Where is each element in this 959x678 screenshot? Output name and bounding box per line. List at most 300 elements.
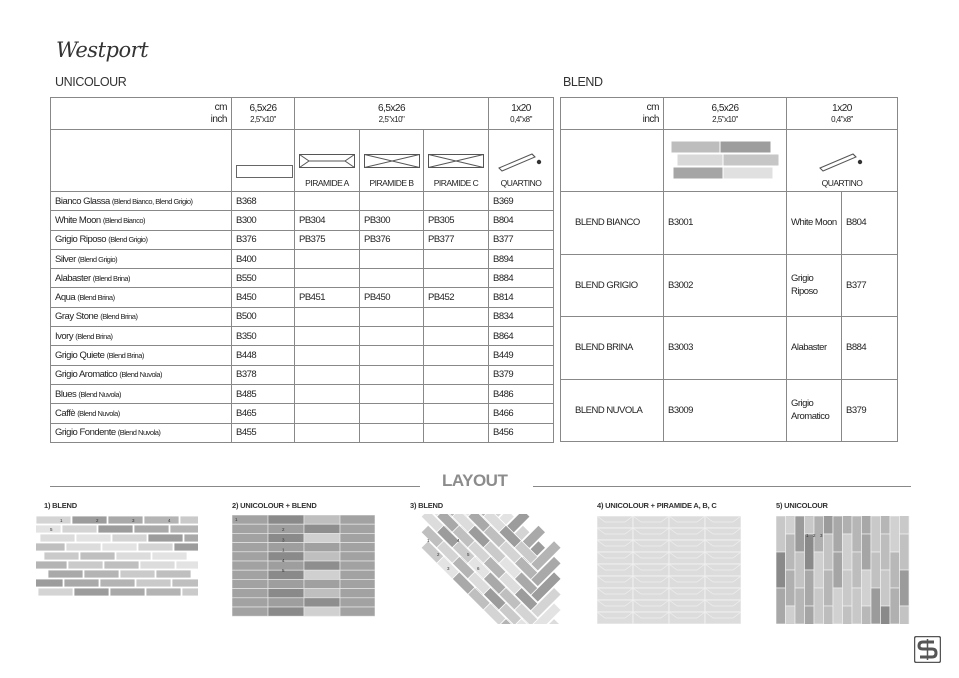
layout-1-tile: [38, 588, 73, 596]
shape-empty-cell: [51, 130, 232, 192]
layout-2-tile: [304, 607, 340, 616]
code-pa: [295, 192, 360, 211]
layout-2-tile: [340, 524, 375, 533]
layout-3-marker: 2: [437, 552, 440, 557]
layout-2-tile: [340, 579, 375, 588]
layout-1-tile: [64, 579, 99, 587]
layout-4-piramide-pattern: [597, 516, 741, 624]
code-b: B350: [232, 327, 295, 346]
blend-quartino-code: B377: [842, 254, 898, 317]
code-pb: [360, 365, 424, 384]
code-b: B448: [232, 346, 295, 365]
layout-divider-right: [533, 486, 911, 487]
layout-label-3: 3) BLEND: [410, 501, 443, 510]
layout-2-tile: [268, 570, 304, 579]
layout-1-tile: [72, 516, 107, 524]
layout-5-marker: 2: [813, 533, 816, 538]
product-name: White Moon (Blend Bianco): [51, 211, 232, 230]
layout-2-marker: 3: [282, 537, 285, 543]
layout-5-tile: [814, 588, 824, 624]
code-pb: [360, 384, 424, 403]
code-pa: [295, 365, 360, 384]
layout-2-tile: [232, 552, 268, 561]
code-pc: [424, 346, 489, 365]
layout-5-tile: [824, 516, 834, 534]
code-pc: [424, 384, 489, 403]
layout-1-marker: 1: [60, 518, 63, 523]
layout-2-tile: [268, 579, 304, 588]
layout-1-tile: [172, 579, 198, 587]
blend-row: [561, 254, 898, 317]
product-name: Grigio Quiete (Blend Brina): [51, 346, 232, 365]
unicolour-row: [51, 211, 554, 230]
layout-1-tile: [80, 552, 115, 560]
layout-2-tile: [232, 598, 268, 607]
layout-5-tile: [824, 534, 834, 570]
piramide-b-cell: PIRAMIDE B: [360, 130, 424, 192]
blend-tiles-icon: [671, 140, 779, 182]
unicolour-shape-row: [51, 130, 554, 192]
code-pc: [424, 269, 489, 288]
layout-1-tile: [174, 543, 198, 551]
layout-2-tile: [340, 607, 375, 616]
code-b: B400: [232, 249, 295, 268]
code-q: B894: [489, 249, 554, 268]
layout-2-tile: [232, 524, 268, 533]
layout-5-tile: [890, 516, 900, 552]
layout-1-tile: [104, 561, 139, 569]
layout-5-tile: [890, 552, 900, 588]
blend-quartino-code: B804: [842, 192, 898, 255]
layout-1-tile: [102, 543, 137, 551]
layout-5-tile: [843, 534, 853, 570]
layout-1-tile: [100, 579, 135, 587]
blend-header-row: [561, 98, 898, 130]
layout-2-marker: 1: [282, 547, 285, 553]
code-pb: PB300: [360, 211, 424, 230]
blend-code: B3009: [664, 379, 787, 442]
blend-quartino-name: Grigio Aromatico: [787, 379, 842, 442]
size1-header: 6,5x26 2,5"x10": [232, 98, 295, 130]
code-b: B500: [232, 307, 295, 326]
layout-1-tile: [66, 543, 101, 551]
piramide-c-icon: [428, 154, 484, 168]
product-name: Silver (Blend Grigio): [51, 249, 232, 268]
layout-5-tile: [833, 516, 843, 552]
unicolour-row: [51, 307, 554, 326]
layout-2-pattern: [232, 515, 375, 617]
blend-shape-empty: [561, 130, 664, 192]
code-pc: [424, 404, 489, 423]
layout-1-tile: [176, 561, 198, 569]
layout-1-marker: 5: [50, 527, 53, 532]
layout-5-tile: [833, 588, 843, 624]
layout-2-tile: [268, 515, 304, 524]
layout-5-tile: [890, 588, 900, 624]
code-pb: [360, 249, 424, 268]
layout-3-marker: 3: [447, 566, 450, 571]
code-pb: PB450: [360, 288, 424, 307]
unicolour-row: [51, 288, 554, 307]
blend-size2-header: 1x20 0,4"x8": [787, 98, 898, 130]
layout-5-tile: [871, 516, 881, 552]
layout-5-tile: [852, 588, 862, 624]
unicolour-row: [51, 384, 554, 403]
piramide-a-icon: [299, 154, 355, 168]
code-q: B449: [489, 346, 554, 365]
code-q: B377: [489, 230, 554, 249]
unit-header: cm inch: [51, 98, 232, 130]
layout-5-tile: [805, 606, 815, 624]
blend-quartino-name: Alabaster: [787, 317, 842, 380]
quartino-icon: [496, 148, 546, 174]
layout-2-tile: [304, 543, 340, 552]
layout-5-tile: [900, 534, 910, 570]
blend-unit-header: cm inch: [561, 98, 664, 130]
code-pa: [295, 327, 360, 346]
product-name: Grigio Fondente (Blend Nuvola): [51, 423, 232, 442]
layout-5-tile: [862, 534, 872, 570]
layout-2-tile: [232, 589, 268, 598]
layout-label-2: 2) UNICOLOUR + BLEND: [232, 501, 317, 510]
layout-1-tile: [134, 525, 169, 533]
layout-5-tile: [776, 516, 786, 552]
blend-row: [561, 317, 898, 380]
layout-5-tile: [843, 570, 853, 606]
layout-2-marker: 5: [282, 568, 285, 573]
code-b: B485: [232, 384, 295, 403]
layout-5-tile: [824, 606, 834, 624]
blend-quartino-name: Grigio Riposo: [787, 254, 842, 317]
code-pa: [295, 249, 360, 268]
layout-1-tile: [152, 552, 187, 560]
layout-5-tile: [862, 570, 872, 606]
layout-2-tile: [304, 579, 340, 588]
piramide-c-cell: PIRAMIDE C: [424, 130, 489, 192]
code-b: B376: [232, 230, 295, 249]
layout-1-tile: [68, 561, 103, 569]
layout-5-tile: [881, 606, 891, 624]
layout-5-tile: [805, 534, 815, 570]
code-b: B455: [232, 423, 295, 442]
code-pb: [360, 327, 424, 346]
unicolour-row: [51, 365, 554, 384]
layout-5-tile: [881, 516, 891, 534]
layout-5-vertical-pattern: [776, 516, 910, 624]
layout-1-tile: [84, 570, 119, 578]
layout-5-marker: 3: [820, 533, 823, 538]
layout-label-4: 4) UNICOLOUR + PIRAMIDE A, B, C: [597, 501, 717, 510]
code-b: B368: [232, 192, 295, 211]
layout-2-tile: [304, 570, 340, 579]
layout-2-tile: [304, 552, 340, 561]
layout-5-tile: [900, 516, 910, 534]
layout-2-tile: [340, 515, 375, 524]
blend-quartino-name: White Moon: [787, 192, 842, 255]
layout-1-tile: [120, 570, 155, 578]
code-pa: [295, 384, 360, 403]
code-q: B379: [489, 365, 554, 384]
unicolour-row: [51, 249, 554, 268]
quartino-cell: QUARTINO: [489, 130, 554, 192]
layout-2-tile: [232, 561, 268, 570]
code-pa: [295, 423, 360, 442]
layout-5-tile: [843, 606, 853, 624]
blend-quartino-cell: QUARTINO: [787, 130, 898, 192]
product-name: Grigio Aromatico (Blend Nuvola): [51, 365, 232, 384]
blend-name: BLEND BIANCO: [561, 192, 664, 255]
blend-table: [560, 97, 898, 442]
blend-name: BLEND GRIGIO: [561, 254, 664, 317]
rect-shape-cell: [232, 130, 295, 192]
layout-2-tile: [340, 589, 375, 598]
layout-2-tile: [268, 543, 304, 552]
layout-1-tile: [48, 570, 83, 578]
code-pa: [295, 346, 360, 365]
layout-5-tile: [786, 534, 796, 570]
blend-row: [561, 379, 898, 442]
code-pc: [424, 192, 489, 211]
blend-quartino-code: B379: [842, 379, 898, 442]
layout-1-tile: [98, 525, 133, 533]
code-pc: PB305: [424, 211, 489, 230]
layout-5-tile: [871, 588, 881, 624]
layout-2-tile: [304, 598, 340, 607]
layout-2-tile: [304, 524, 340, 533]
unicolour-row: [51, 404, 554, 423]
unicolour-row: [51, 269, 554, 288]
layout-2-tile: [340, 552, 375, 561]
unicolour-header-row: [51, 98, 554, 130]
layout-3-marker: 4: [457, 538, 460, 543]
layout-5-tile: [862, 606, 872, 624]
layout-1-tile: [146, 588, 181, 596]
code-pc: [424, 423, 489, 442]
layout-5-tile: [843, 516, 853, 534]
code-pb: [360, 192, 424, 211]
layout-3-marker: 1: [427, 538, 430, 543]
layout-2-marker: 2: [282, 527, 285, 533]
code-pc: [424, 327, 489, 346]
layout-1-tile: [110, 588, 145, 596]
layout-2-tile: [304, 515, 340, 524]
layout-1-tile: [184, 534, 198, 542]
layout-1-tile: [40, 534, 75, 542]
layout-1-tile: [74, 588, 109, 596]
unicolour-table: [50, 97, 554, 443]
layout-2-tile: [268, 533, 304, 542]
product-name: Gray Stone (Blend Brina): [51, 307, 232, 326]
layout-2-tile: [268, 561, 304, 570]
unicolour-row: [51, 346, 554, 365]
product-name: Blues (Blend Nuvola): [51, 384, 232, 403]
layout-2-tile: [268, 524, 304, 533]
layout-divider-left: [50, 486, 420, 487]
layout-1-tile: [170, 525, 198, 533]
code-pa: PB375: [295, 230, 360, 249]
layout-label-1: 1) BLEND: [44, 501, 77, 510]
layout-5-tile: [824, 570, 834, 606]
layout-5-tile: [852, 552, 862, 588]
code-pc: [424, 249, 489, 268]
brand-logo: Westport: [56, 38, 149, 62]
layout-2-tile: [268, 589, 304, 598]
blend-code: B3001: [664, 192, 787, 255]
code-b: B550: [232, 269, 295, 288]
code-pc: [424, 307, 489, 326]
unicolour-row: [51, 230, 554, 249]
layout-1-tile: [112, 534, 147, 542]
layout-5-tile: [852, 516, 862, 552]
code-pc: [424, 365, 489, 384]
blend-tile-swatch-cell: [664, 130, 787, 192]
layout-2-tile: [340, 598, 375, 607]
code-pb: [360, 307, 424, 326]
layout-2-tile: [268, 607, 304, 616]
layout-2-tile: [304, 533, 340, 542]
size2-header: 6,5x26 2,5"x10": [295, 98, 489, 130]
layout-5-tile: [786, 516, 796, 534]
layout-1-blend-pattern: [36, 515, 198, 599]
blend-quartino-code: B884: [842, 317, 898, 380]
layout-1-tile: [108, 516, 143, 524]
code-b: B465: [232, 404, 295, 423]
layout-2-tile: [232, 543, 268, 552]
layout-2-tile: [304, 561, 340, 570]
layout-1-tile: [36, 525, 61, 533]
blend-name: BLEND BRINA: [561, 317, 664, 380]
code-pc: PB377: [424, 230, 489, 249]
code-pb: [360, 346, 424, 365]
code-b: B450: [232, 288, 295, 307]
product-name: Grigio Riposo (Blend Grigio): [51, 230, 232, 249]
code-pb: [360, 269, 424, 288]
layout-5-tile: [881, 534, 891, 570]
layout-1-tile: [138, 543, 173, 551]
layout-1-tile: [182, 588, 198, 596]
code-pa: PB304: [295, 211, 360, 230]
code-q: B814: [489, 288, 554, 307]
layout-2-tile: [340, 543, 375, 552]
layout-1-tile: [36, 561, 67, 569]
layout-5-marker: 1: [806, 533, 809, 538]
product-name: Aqua (Blend Brina): [51, 288, 232, 307]
product-name: Caffè (Blend Nuvola): [51, 404, 232, 423]
layout-2-tile: [232, 570, 268, 579]
code-b: B300: [232, 211, 295, 230]
layout-3-herringbone-pattern: [407, 514, 572, 624]
code-q: B804: [489, 211, 554, 230]
layout-label-5: 5) UNICOLOUR: [776, 501, 828, 510]
unicolour-row: [51, 327, 554, 346]
product-name: Bianco Glassa (Blend Bianco, Blend Grigio): [51, 192, 232, 211]
layout-3-marker: 6: [477, 566, 480, 571]
layout-1-tile: [156, 570, 191, 578]
product-name: Alabaster (Blend Brina): [51, 269, 232, 288]
layout-5-tile: [862, 516, 872, 534]
layout-title: LAYOUT: [442, 471, 508, 490]
layout-3-marker: 5: [467, 552, 470, 557]
code-q: B884: [489, 269, 554, 288]
blend-size1-header: 6,5x26 2,5"x10": [664, 98, 787, 130]
layout-1-tile: [136, 579, 171, 587]
layout-2-tile: [340, 533, 375, 542]
code-q: B466: [489, 404, 554, 423]
layout-2-tile: [268, 598, 304, 607]
layout-1-tile: [180, 516, 198, 524]
layout-1-tile: [44, 552, 79, 560]
layout-1-tile: [36, 579, 63, 587]
layout-2-tile: [232, 607, 268, 616]
layout-5-tile: [833, 552, 843, 588]
size3-header: 1x20 0,4"x8": [489, 98, 554, 130]
code-pa: PB451: [295, 288, 360, 307]
code-pb: PB376: [360, 230, 424, 249]
layout-1-marker: 2: [96, 518, 99, 523]
blend-code: B3003: [664, 317, 787, 380]
layout-5-tile: [871, 552, 881, 588]
code-pa: [295, 307, 360, 326]
code-pa: [295, 269, 360, 288]
piramide-a-cell: PIRAMIDE A: [295, 130, 360, 192]
layout-5-tile: [900, 570, 910, 606]
layout-2-marker: 4: [282, 557, 285, 563]
code-b: B378: [232, 365, 295, 384]
code-q: B834: [489, 307, 554, 326]
blend-code: B3002: [664, 254, 787, 317]
unicolour-title: UNICOLOUR: [55, 75, 127, 89]
layout-1-tile: [140, 561, 175, 569]
layout-2-tile: [304, 589, 340, 598]
layout-1-tile: [144, 516, 179, 524]
layout-2-tile: [340, 570, 375, 579]
layout-1-tile: [76, 534, 111, 542]
unicolour-row: [51, 192, 554, 211]
product-name: Ivory (Blend Brina): [51, 327, 232, 346]
blend-shape-row: [561, 130, 898, 192]
unicolour-row: [51, 423, 554, 442]
layout-5-tile: [805, 516, 815, 534]
layout-2-marker: 1: [235, 517, 238, 522]
layout-1-marker: 3: [132, 518, 135, 523]
layout-5-tile: [786, 570, 796, 606]
layout-2-tile: [232, 579, 268, 588]
code-q: B864: [489, 327, 554, 346]
code-q: B369: [489, 192, 554, 211]
code-pb: [360, 423, 424, 442]
layout-2-tile: [340, 561, 375, 570]
layout-5-tile: [795, 516, 805, 552]
layout-2-tile: [232, 533, 268, 542]
code-q: B486: [489, 384, 554, 403]
layout-1-tile: [148, 534, 183, 542]
blend-name: BLEND NUVOLA: [561, 379, 664, 442]
code-q: B456: [489, 423, 554, 442]
layout-5-tile: [776, 588, 786, 624]
layout-1-tile: [116, 552, 151, 560]
rectangle-tile-icon: [236, 165, 293, 178]
layout-5-tile: [795, 588, 805, 624]
layout-5-tile: [786, 606, 796, 624]
piramide-b-icon: [364, 154, 420, 168]
layout-5-tile: [900, 606, 910, 624]
layout-5-tile: [814, 552, 824, 588]
layout-1-tile: [62, 525, 97, 533]
code-pc: PB452: [424, 288, 489, 307]
blend-title: BLEND: [563, 75, 603, 89]
layout-5-tile: [776, 552, 786, 588]
layout-5-tile: [881, 570, 891, 606]
